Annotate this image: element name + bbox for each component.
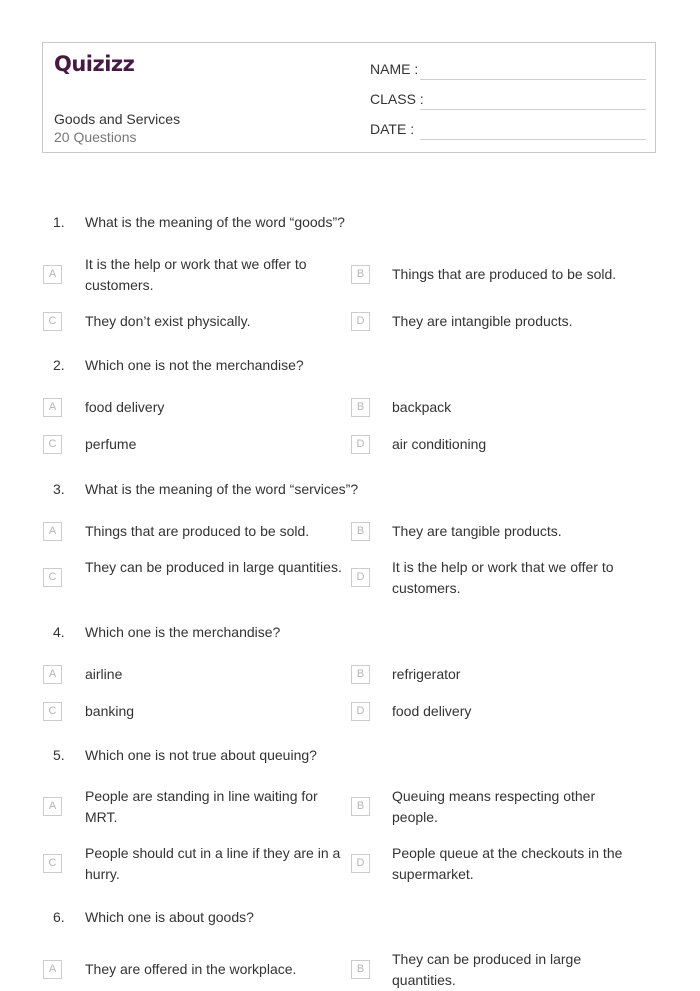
option-letter-b[interactable]: B bbox=[351, 398, 370, 417]
option-text-d: They are intangible products. bbox=[392, 313, 573, 329]
question-text: Which one is about goods? bbox=[85, 909, 254, 925]
option-text-c: perfume bbox=[85, 436, 137, 452]
option-text-b: They can be produced in large quantities. bbox=[392, 951, 582, 988]
question-number: 2. bbox=[53, 357, 65, 373]
question-number: 1. bbox=[53, 214, 65, 230]
worksheet-title: Goods and Services bbox=[54, 111, 181, 127]
date-label: DATE : bbox=[370, 121, 415, 137]
option-letter-d[interactable]: D bbox=[351, 435, 370, 454]
option-text-a: Things that are produced to be sold. bbox=[85, 523, 310, 539]
option-letter-c[interactable]: C bbox=[43, 568, 62, 587]
option-text-a: They are offered in the workplace. bbox=[85, 961, 297, 977]
class-label: CLASS : bbox=[370, 91, 424, 107]
question-number: 3. bbox=[53, 481, 65, 497]
option-letter-d[interactable]: D bbox=[351, 854, 370, 873]
option-letter-c[interactable]: C bbox=[43, 702, 62, 721]
option-text-d: food delivery bbox=[392, 703, 472, 719]
option-letter-b[interactable]: B bbox=[351, 665, 370, 684]
option-letter-c[interactable]: C bbox=[43, 435, 62, 454]
question-text: What is the meaning of the word “services”? bbox=[85, 481, 359, 497]
option-letter-d[interactable]: D bbox=[351, 568, 370, 587]
option-text-c: They can be produced in large quantities. bbox=[85, 559, 342, 575]
name-field bbox=[370, 61, 418, 77]
question-number: 4. bbox=[53, 624, 65, 640]
option-letter-a[interactable]: A bbox=[43, 398, 62, 417]
option-text-c: People should cut in a line if they are in a hurry. bbox=[85, 845, 341, 882]
question-text: Which one is the merchandise? bbox=[85, 624, 281, 640]
name-label: NAME : bbox=[370, 61, 419, 77]
option-text-b: backpack bbox=[392, 399, 452, 415]
worksheet-header bbox=[42, 42, 656, 153]
date-field bbox=[370, 121, 414, 137]
option-letter-a[interactable]: A bbox=[43, 665, 62, 684]
option-text-c: They don’t exist physically. bbox=[85, 313, 251, 329]
option-letter-c[interactable]: C bbox=[43, 312, 62, 331]
option-letter-c[interactable]: C bbox=[43, 854, 62, 873]
option-text-a: It is the help or work that we offer to customers. bbox=[85, 256, 307, 293]
option-text-d: It is the help or work that we offer to customers. bbox=[392, 559, 614, 596]
option-letter-d[interactable]: D bbox=[351, 312, 370, 331]
option-text-c: banking bbox=[85, 703, 135, 719]
option-text-b: They are tangible products. bbox=[392, 523, 562, 539]
option-letter-a[interactable]: A bbox=[43, 265, 62, 284]
option-text-d: People queue at the checkouts in the supermarket. bbox=[392, 845, 623, 882]
quizizz-logo: Quizizz bbox=[54, 52, 135, 76]
question-text: Which one is not the merchandise? bbox=[85, 357, 304, 373]
option-text-b: refrigerator bbox=[392, 666, 461, 682]
option-letter-d[interactable]: D bbox=[351, 702, 370, 721]
option-text-d: air conditioning bbox=[392, 436, 487, 452]
option-text-a: food delivery bbox=[85, 399, 165, 415]
option-text-a: airline bbox=[85, 666, 123, 682]
option-letter-b[interactable]: B bbox=[351, 522, 370, 541]
option-text-b: Things that are produced to be sold. bbox=[392, 266, 617, 282]
question-number: 6. bbox=[53, 909, 65, 925]
class-field bbox=[370, 91, 424, 107]
name-line[interactable] bbox=[420, 79, 646, 80]
class-line[interactable] bbox=[420, 109, 646, 110]
option-text-b: Queuing means respecting other people. bbox=[392, 788, 596, 825]
question-number: 5. bbox=[53, 747, 65, 763]
option-letter-b[interactable]: B bbox=[351, 265, 370, 284]
option-letter-b[interactable]: B bbox=[351, 960, 370, 979]
option-letter-a[interactable]: A bbox=[43, 797, 62, 816]
question-count: 20 Questions bbox=[54, 129, 137, 145]
option-letter-a[interactable]: A bbox=[43, 960, 62, 979]
option-text-a: People are standing in line waiting for MRT. bbox=[85, 788, 318, 825]
option-letter-b[interactable]: B bbox=[351, 797, 370, 816]
question-text: What is the meaning of the word “goods”? bbox=[85, 214, 345, 230]
date-line[interactable] bbox=[420, 139, 646, 140]
option-letter-a[interactable]: A bbox=[43, 522, 62, 541]
question-text: Which one is not true about queuing? bbox=[85, 747, 317, 763]
